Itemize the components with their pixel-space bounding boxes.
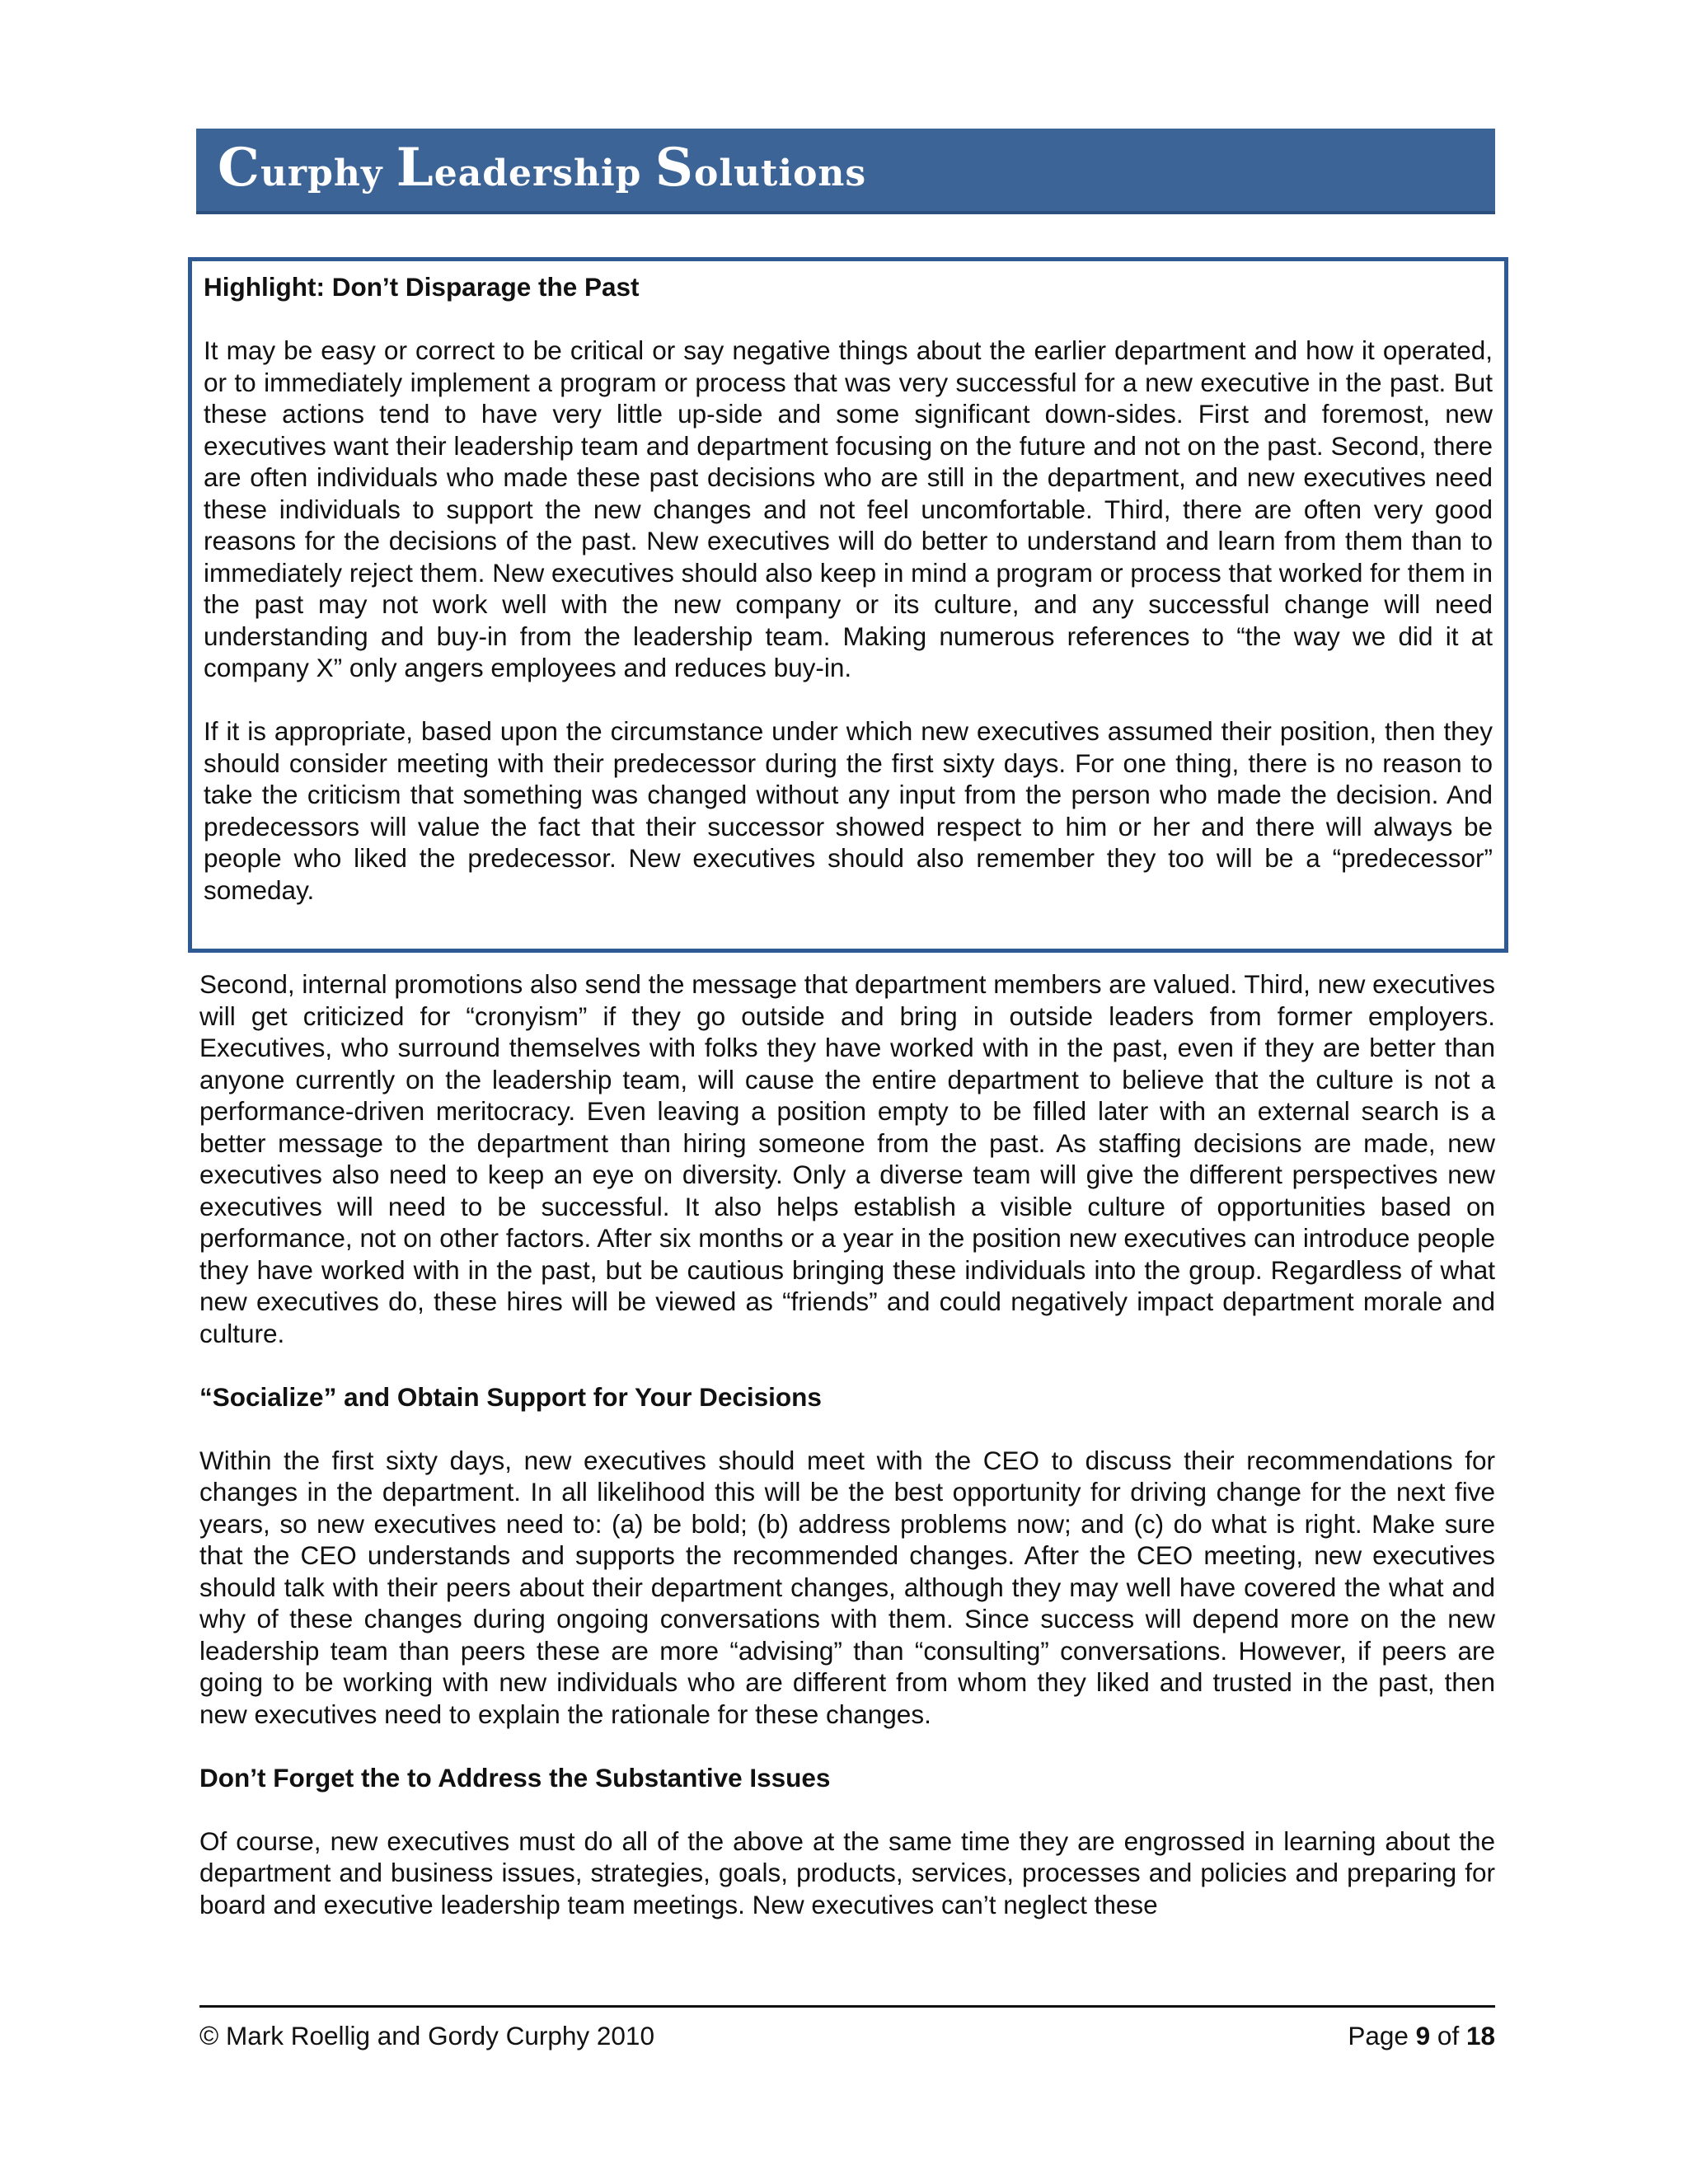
body-content (199, 968, 1495, 1920)
logo-letter: S (654, 137, 694, 199)
logo-text: eadership (434, 152, 655, 194)
highlight-paragraph: It may be easy or correct to be critical or say negative things about the earlier department and how it operated, or to immediately implement a program or process that was very successful for a new executive in the past. But these actions tend to have very little up-side and some significant down-sides. First and foremost, new executives want their leadership team and department focusing on the future and not on the past. Second, there are often individuals who made these past decisions who are still in the department, and new executives need these individuals to support the new changes and not feel uncomfortable. Third, there are often very good reasons for the decisions of the past. New executives will do better to understand and learn from them than to immediately reject them. New executives should also keep in mind a program or process that worked for them in the past may not work well with the new company or its culture, and any successful change will need understanding and buy-in from the leadership team. Making numerous references to “the way we did it at company X” only angers employees and reduces buy-in. (204, 335, 1493, 682)
body-paragraph: Second, internal promotions also send the message that department members are valued. Third, new executives will get criticized for “cronyism” if they go outside and bring in outside leaders from former employers. Executives, who surround themselves with folks they have worked with in the past, even if they are better than anyone currently on the leadership team, will cause the entire department to believe that the culture is not a performance-driven meritocracy. Even leaving a position empty to be filled later with an external search is a better message to the department than hiring someone from the past. As staffing decisions are made, new executives also need to keep an eye on diversity. Only a diverse team will give the different perspectives new executives will need to be successful. It also helps establish a visible culture of opportunities based on performance, not on other factors. After six months or a year in the position new executives can introduce people they have worked with in the past, but be cautious bringing these individuals into the group. Regardless of what new executives do, these hires will be viewed as “friends” and could negatively impact department morale and culture. (199, 969, 1495, 1348)
footer-copyright: © Mark Roellig and Gordy Curphy 2010 (199, 2021, 654, 2050)
footer-divider (199, 2005, 1495, 2008)
total-page-count: 18 (1465, 2021, 1495, 2050)
highlight-paragraph: If it is appropriate, based upon the circumstance under which new executives assumed their position, then they should consider meeting with their predecessor during the first sixty days. For one thing, there is no reason to take the criticism that something was changed without any input from the person who made the decision. And predecessors will value the fact that their successor showed respect to him or her and there will always be people who liked the predecessor. New executives should also remember they too will be a “predecessor” someday. (204, 716, 1493, 905)
logo-letter: C (218, 137, 260, 199)
page-number-indicator (1348, 2021, 1495, 2051)
paragraph-gap (199, 1730, 1495, 1762)
paragraph-gap (199, 1793, 1495, 1825)
paragraph-gap (199, 1413, 1495, 1445)
section-heading: Don’t Forget the to Address the Substantive Issues (199, 1762, 831, 1793)
body-paragraph: Of course, new executives must do all of the above at the same time they are engrossed in learning about the department and business issues, strategies, goals, products, services, processes and policies and preparing for board and executive leadership team meetings. New executives can’t neglect these (199, 1825, 1495, 1919)
of-label: of (1430, 2021, 1466, 2050)
logo-letter: L (396, 137, 434, 199)
logo-text: urphy (260, 152, 396, 194)
highlight-heading: Highlight: Don’t Disparage the Past (204, 272, 640, 302)
logo-text: olutions (693, 152, 867, 194)
paragraph-gap (199, 1349, 1495, 1381)
paragraph-gap (204, 303, 1493, 335)
header-banner (196, 129, 1495, 214)
paragraph-gap (204, 684, 1493, 716)
highlight-box (188, 257, 1508, 953)
company-logo-title (218, 137, 866, 199)
current-page-number: 9 (1415, 2021, 1431, 2050)
body-paragraph: Within the first sixty days, new executives should meet with the CEO to discuss their recommendations for changes in the department. In all likelihood this will be the best opportunity for driving change for the next five years, so new executives need to: (a) be bold; (b) address problems now; and (c) do what is right. Make sure that the CEO understands and supports the recommended changes. After the CEO meeting, new executives should talk with their peers about their department changes, although they may well have covered the what and why of these changes during ongoing conversations with them. Since success will depend more on the new leadership team than peers these are more “advising” than “consulting” conversations. However, if peers are going to be working with new individuals who are different from whom they liked and trusted in the past, then new executives need to explain the rationale for these changes. (199, 1445, 1495, 1729)
page-label: Page (1348, 2021, 1416, 2050)
section-heading: “Socialize” and Obtain Support for Your Decisions (199, 1381, 822, 1412)
